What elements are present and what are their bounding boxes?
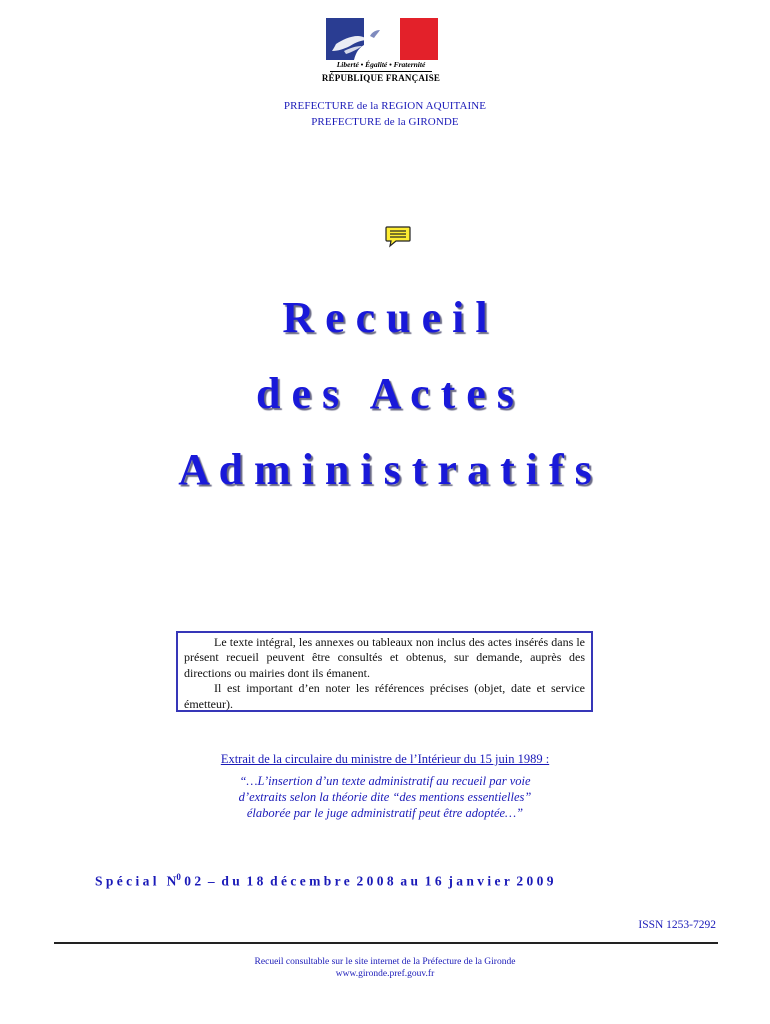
title-line-1: R e c u e i l [282, 293, 488, 342]
issue-superscript: 0 [176, 872, 181, 882]
circular-quote-line-2: d’extraits selon la théorie dite “des mentions essentielles” [238, 790, 532, 804]
consultation-notice-box [176, 631, 593, 712]
speech-note-icon[interactable] [385, 226, 411, 248]
issue-number-line [95, 872, 695, 890]
circular-title: Extrait de la circulaire du ministre de l’Intérieur du 15 juin 1989 : [220, 752, 550, 766]
logo-motto: Liberté • Égalité • Fraternité [336, 60, 426, 69]
logo-divider [330, 71, 432, 72]
prefecture-department: PREFECTURE de la GIRONDE [311, 116, 459, 128]
footer-consult-text: Recueil consultable sur le site internet de la Préfecture de la Gironde [254, 957, 516, 967]
republique-francaise-logo [320, 14, 442, 84]
prefecture-region: PREFECTURE de la REGION AQUITAINE [283, 100, 487, 112]
title-line-2: d e s A c t e s [256, 369, 514, 418]
circular-quote-line-1: “…L’insertion d’un texte administratif au recueil par voie [239, 774, 531, 788]
footer-website-link[interactable]: www.gironde.pref.gouv.fr [335, 969, 435, 979]
marianne-flag-icon [326, 18, 438, 60]
circular-quote-line-3: élaborée par le juge administratif peut être adoptée…” [246, 806, 524, 820]
issn-number: ISSN 1253-7292 [638, 919, 716, 931]
title-line-3: A d m i n i s t r a t i f s [178, 445, 592, 494]
notice-paragraph-2: Il est important d’en noter les références précises (objet, date et service émetteur). [184, 681, 585, 711]
footer-divider [54, 942, 718, 944]
issue-dates: 0 2 – d u 1 8 d é c e m b r e 2 0 0 8 a u 1 6 j a n v i e r 2 0 0 9 [180, 873, 554, 889]
issue-prefix: S p é c i a l N [95, 873, 177, 889]
notice-paragraph-1: Le texte intégral, les annexes ou tableaux non inclus des actes insérés dans le présent recueil peuvent être consultés et obtenus, sur demande, auprès des directions ou mairies dont ils émanent. [184, 635, 585, 680]
logo-republic-name: RÉPUBLIQUE FRANÇAISE [321, 73, 441, 83]
